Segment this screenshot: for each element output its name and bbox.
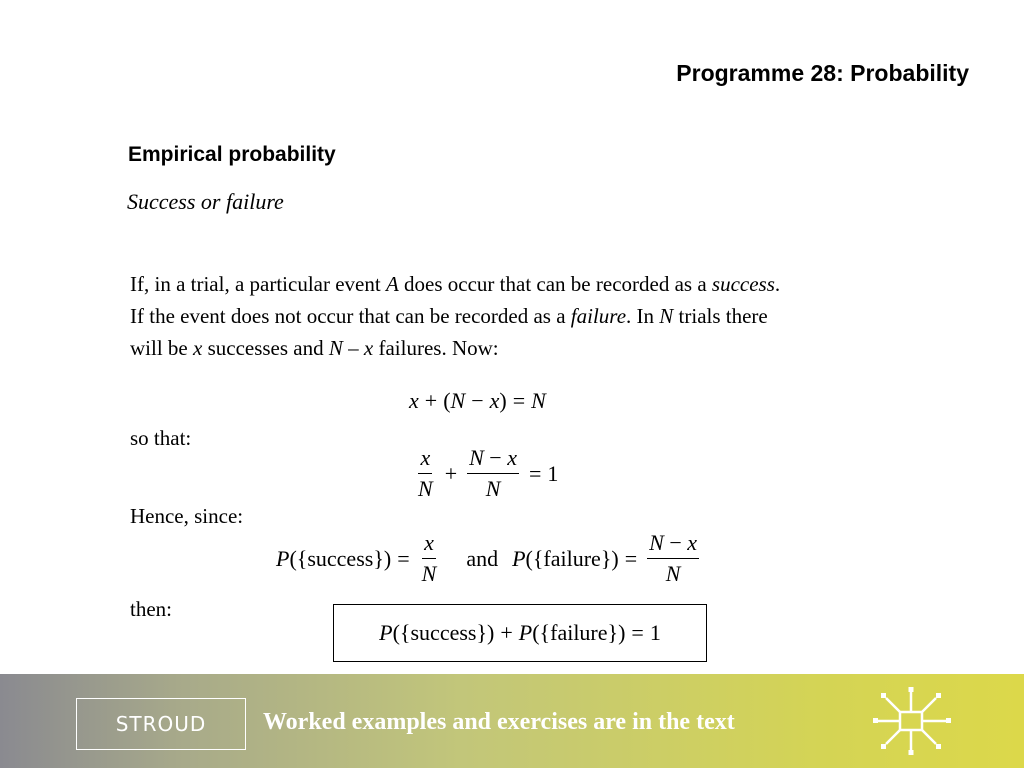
footer-bar: [0, 674, 1024, 768]
boxed-result-equation: P ({success}) + P ({failure}) = 1: [333, 604, 707, 662]
label-hence-since: Hence, since:: [130, 504, 244, 528]
equation-probabilities: P ({success}) = $\frac{x}{N}$ and P ({failure}) = $\frac{N - x}{N}$: [276, 530, 698, 586]
paragraph-line-2: If the event does not occur that can be recorded as a failure. In N trials there: [130, 304, 768, 328]
paragraph-line-3: will be x successes and N – x failures. Now:: [130, 336, 499, 360]
circuit-icon: [870, 684, 954, 760]
and-word: and: [466, 545, 499, 571]
fraction-success: $\frac{x}{N}$: [421, 530, 437, 586]
intro-paragraph: [130, 268, 950, 364]
fraction-failure: $\frac{N - x}{N}$: [649, 530, 698, 586]
fraction-N-minus-x-over-N: $\frac{N - x}{N}$: [469, 445, 517, 501]
sub-heading: Success or failure: [127, 189, 284, 214]
label-so-that: so that:: [130, 426, 192, 450]
equation-sum: x + ( N − x ) = N: [409, 388, 546, 413]
equation-fractions: $\frac{x}{N}$ + $\frac{N - x}{N}$ = 1: [418, 445, 559, 501]
label-then: then:: [130, 597, 172, 621]
paragraph-line-1: If, in a trial, a particular event A does occur that can be recorded as a success.: [130, 272, 781, 296]
section-heading: Empirical probability: [128, 143, 336, 166]
stroud-logo: STROUD: [76, 698, 246, 750]
programme-title: Programme 28: Probability: [676, 60, 969, 86]
footer-note: Worked examples and exercises are in the text: [263, 709, 735, 735]
fraction-x-over-N: $\frac{x}{N}$: [418, 445, 433, 501]
